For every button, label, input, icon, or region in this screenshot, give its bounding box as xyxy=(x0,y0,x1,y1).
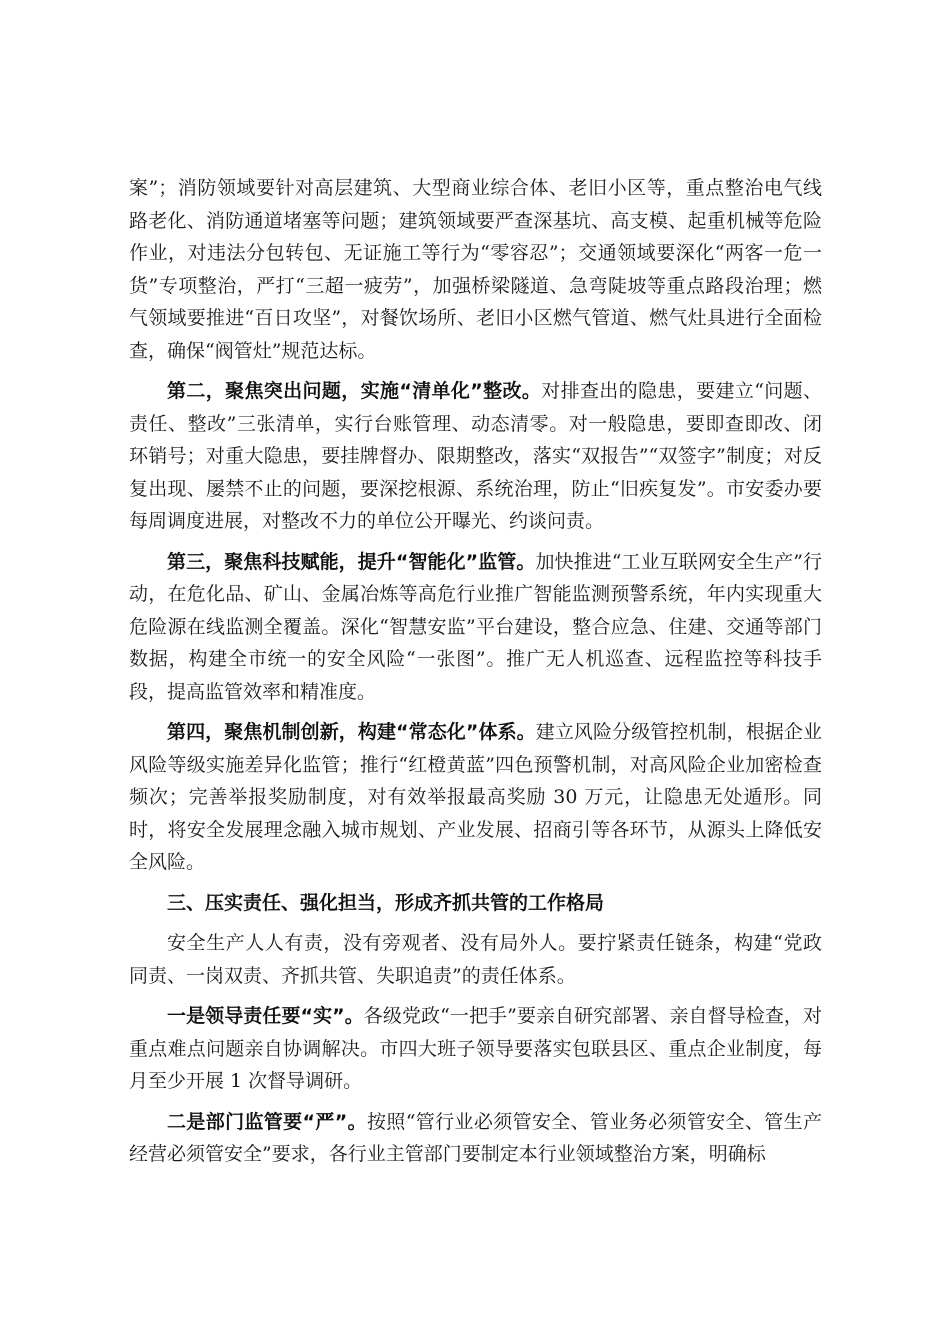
paragraph-lead: 第四，聚焦机制创新，构建“常态化”体系。 xyxy=(167,721,536,743)
paragraph-continuation xyxy=(129,172,822,367)
paragraph-text: 各级党政“一把手”要亲自研究部署、亲自督导检查，对重点难点问题亲自协调解决。市四大班子领导要落实包联县区、重点企业制度，每月至少开展 1 次督导调研。 xyxy=(129,1005,822,1092)
paragraph-text: 按照“管行业必须管安全、管业务必须管安全、管生产经营必须管安全”要求，各行业主管部门要制定本行业领域整治方案，明确标 xyxy=(129,1110,823,1165)
paragraph-point-one xyxy=(129,1000,822,1098)
paragraph-lead: 二是部门监管要“严”。 xyxy=(167,1110,367,1133)
paragraph-third-measure xyxy=(129,546,822,709)
paragraph-lead: 第三，聚焦科技赋能，提升“智能化”监管。 xyxy=(167,550,536,573)
document-body xyxy=(129,172,822,1179)
paragraph-text: 建立风险分级管控机制，根据企业风险等级实施差异化监管；推行“红橙黄蓝”四色预警机制，对高风险企业加密检查频次；完善举报奖励制度，对有效举报最高奖励 30 万元，让隐患无处遁形。同时，将安全发展理念融入城市规划、产业发展、招商引等各环节，从源头上降低安全风险。 xyxy=(129,721,822,873)
section-heading: 三、压实责任、强化担当，形成齐抓共管的工作格局 xyxy=(167,891,605,914)
paragraph-text: 加快推进“工业互联网安全生产”行动，在危化品、矿山、金属冶炼等高危行业推广智能监测预警系统，年内实现重大危险源在线监测全覆盖。深化“智慧安监”平台建设，整合应急、住建、交通等部门数据，构建全市统一的安全风险“一张图”。推广无人机巡查、远程监控等科技手段，提高监管效率和精准度。 xyxy=(129,550,822,703)
paragraph-lead: 一是领导责任要“实”。 xyxy=(167,1005,364,1027)
section-intro: 安全生产人人有责，没有旁观者、没有局外人。要拧紧责任链条，构建“党政同责、一岗双责、齐抓共管、失职追责”的责任体系。 xyxy=(129,932,822,987)
paragraph-point-two xyxy=(129,1106,822,1171)
paragraph-fourth-measure xyxy=(129,716,822,879)
paragraph-lead: 第二，聚焦突出问题，实施“清单化”整改。 xyxy=(167,380,542,402)
paragraph-second-measure xyxy=(129,375,822,538)
paragraph-text: 案”；消防领域要针对高层建筑、大型商业综合体、老旧小区等，重点整治电气线路老化、消防通道堵塞等问题；建筑领域要严查深基坑、高支模、起重机械等危险作业，对违法分包转包、无证施工等行为“零容忍”；交通领域要深化“两客一危一货”专项整治，严打“三超一疲劳”，加强桥梁隧道、急弯陡坡等重点路段治理；燃气领域要推进“百日攻坚”，对餐饮场所、老旧小区燃气管道、燃气灶具进行全面检查，确保“阀管灶”规范达标。 xyxy=(129,177,822,362)
paragraph-text: 对排查出的隐患，要建立“问题、责任、整改”三张清单，实行台账管理、动态清零。对一般隐患，要即查即改、闭环销号；对重大隐患，要挂牌督办、限期整改，落实“双报告”“双签字”制度；对反复出现、屡禁不止的问题，要深挖根源、系统治理，防止“旧疾复发”。市安委办要每周调度进展，对整改不力的单位公开曝光、约谈问责。 xyxy=(129,380,822,532)
